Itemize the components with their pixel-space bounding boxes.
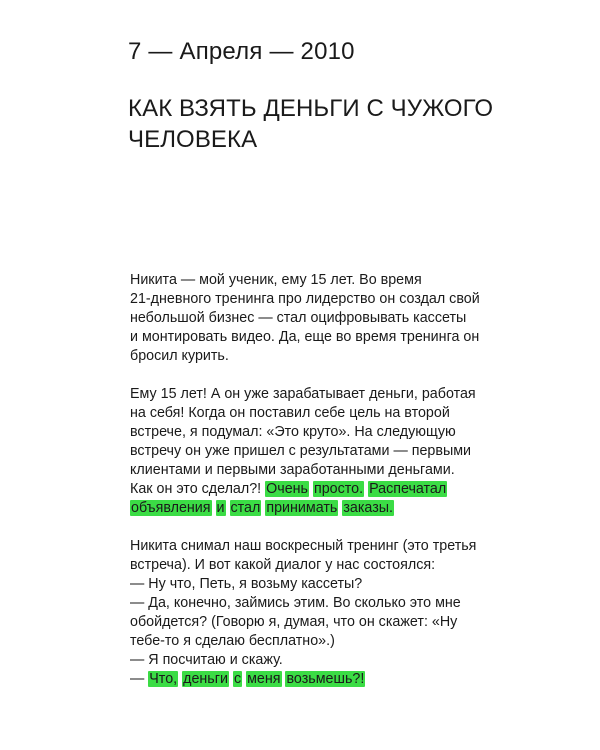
- highlighted-word: Очень: [266, 481, 308, 497]
- highlighted-word: возьмешь?!: [286, 671, 365, 687]
- body-line: встречу он уже пришел с результатами — первыми: [130, 443, 472, 459]
- highlighted-word: Распечатал: [369, 481, 447, 497]
- body-line: встреча). И вот какой диалог у нас состоялся:: [130, 557, 436, 573]
- paragraph-gap: [130, 518, 470, 537]
- dialog-line: — Ну что, Петь, я возьму кассеты?: [130, 576, 363, 592]
- dialog-line-highlighted: [130, 670, 470, 689]
- article-title: [128, 93, 494, 155]
- dialog-dash: —: [130, 671, 149, 687]
- body-line: 21-дневного тренинга про лидерство он создал свой: [130, 291, 480, 307]
- body-line: небольшой бизнес — стал оцифровывать кассеты: [130, 310, 467, 326]
- highlighted-word: объявления: [131, 500, 211, 516]
- highlighted-word: Что,: [149, 671, 178, 687]
- article-title-line: ЧЕЛОВЕКА: [128, 126, 258, 153]
- body-line-highlighted: [130, 480, 470, 499]
- paragraph-gap: [130, 366, 470, 385]
- body-text: Как он это сделал?!: [130, 481, 266, 497]
- article-body: [130, 271, 480, 689]
- body-line: бросил курить.: [130, 348, 229, 364]
- body-line: и монтировать видео. Да, еще во время тренинга он: [130, 329, 480, 345]
- body-line: Никита снимал наш воскресный тренинг (это третья: [130, 538, 477, 554]
- highlighted-word: заказы.: [343, 500, 394, 516]
- dialog-line: — Да, конечно, займись этим. Во сколько это мне: [130, 595, 461, 611]
- article-title-line: КАК ВЗЯТЬ ДЕНЬГИ С ЧУЖОГО: [128, 95, 494, 122]
- highlighted-word: просто.: [313, 481, 364, 497]
- entry-date: 7 — Апреля — 2010: [128, 38, 355, 65]
- body-line-highlighted: [130, 499, 470, 518]
- body-line: встрече, я подумал: «Это круто». На следующую: [130, 424, 456, 440]
- highlighted-word: с: [233, 671, 242, 687]
- dialog-line: обойдется? (Говорю я, думая, что он скажет: «Ну: [130, 614, 458, 630]
- dialog-line: тебе-то я сделаю бесплатно».): [130, 633, 335, 649]
- body-line: клиентами и первыми заработанными деньгами.: [130, 462, 455, 478]
- highlighted-word: меня: [247, 671, 281, 687]
- body-line: на себя! Когда он поставил себе цель на второй: [130, 405, 450, 421]
- highlighted-word: деньги: [183, 671, 228, 687]
- dialog-line: — Я посчитаю и скажу.: [130, 652, 283, 668]
- body-line: Никита — мой ученик, ему 15 лет. Во время: [130, 272, 422, 288]
- body-line: Ему 15 лет! А он уже зарабатывает деньги, работая: [130, 386, 476, 402]
- highlighted-word: принимать: [266, 500, 338, 516]
- highlighted-word: стал: [230, 500, 261, 516]
- highlighted-word: и: [216, 500, 225, 516]
